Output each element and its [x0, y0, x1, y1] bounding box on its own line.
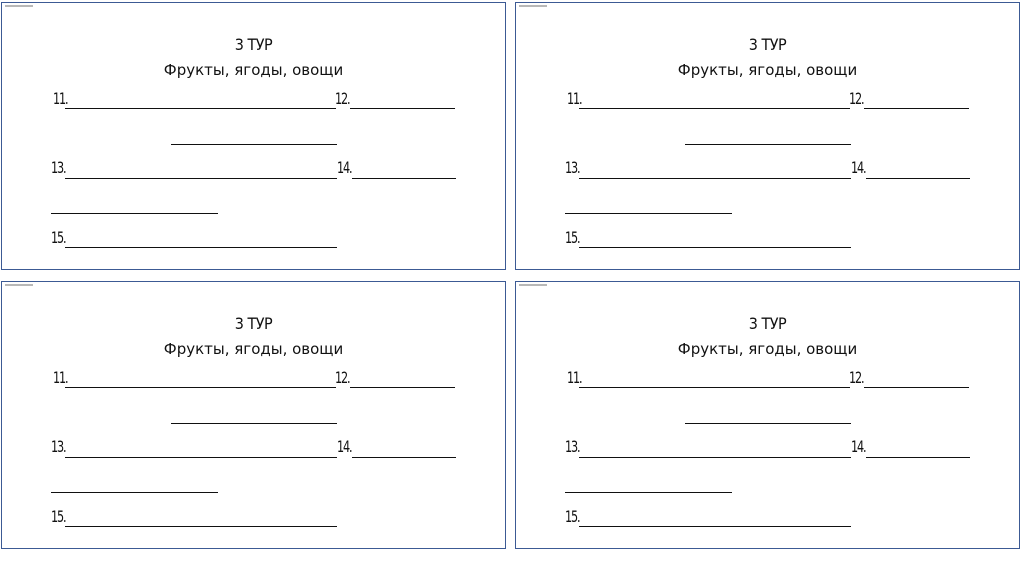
answer-card: [1, 281, 506, 549]
answer-line-12-continuation[interactable]: [171, 423, 337, 424]
item-number-15: 15.: [51, 507, 66, 526]
answer-line-11[interactable]: [579, 108, 850, 109]
answer-line-14[interactable]: [352, 178, 456, 179]
item-number-13: 13.: [51, 437, 66, 456]
answer-card: [515, 2, 1020, 270]
item-number-14: 14.: [851, 437, 866, 456]
answer-line-14[interactable]: [866, 457, 970, 458]
answer-line-14[interactable]: [866, 178, 970, 179]
item-number-14: 14.: [337, 437, 352, 456]
item-number-13: 13.: [565, 437, 580, 456]
item-number-13: 13.: [51, 158, 66, 177]
answer-line-13[interactable]: [65, 178, 337, 179]
item-number-13: 13.: [565, 158, 580, 177]
item-number-12: 12.: [335, 368, 350, 387]
answer-line-11[interactable]: [65, 108, 336, 109]
round-title: 3 ТУР: [234, 35, 273, 54]
round-title: 3 ТУР: [748, 314, 787, 333]
round-subtitle: Фрукты, ягоды, овощи: [677, 61, 858, 79]
answer-line-12[interactable]: [864, 387, 969, 388]
answer-line-14-continuation[interactable]: [51, 492, 218, 493]
answer-card: [515, 281, 1020, 549]
answer-line-12-continuation[interactable]: [685, 423, 851, 424]
item-number-11: 11.: [53, 89, 68, 108]
item-number-14: 14.: [851, 158, 866, 177]
answer-card: [1, 2, 506, 270]
answer-line-11[interactable]: [65, 387, 336, 388]
tiny-header-mark: [5, 5, 33, 7]
item-number-15: 15.: [51, 228, 66, 247]
tiny-header-mark: [519, 5, 547, 7]
answer-line-14-continuation[interactable]: [51, 213, 218, 214]
item-number-12: 12.: [849, 368, 864, 387]
round-title: 3 ТУР: [234, 314, 273, 333]
item-number-15: 15.: [565, 228, 580, 247]
round-title: 3 ТУР: [748, 35, 787, 54]
answer-line-14[interactable]: [352, 457, 456, 458]
answer-line-15[interactable]: [579, 526, 851, 527]
item-number-14: 14.: [337, 158, 352, 177]
item-number-11: 11.: [567, 368, 582, 387]
answer-line-15[interactable]: [65, 247, 337, 248]
tiny-header-mark: [5, 284, 33, 286]
item-number-11: 11.: [53, 368, 68, 387]
answer-line-13[interactable]: [579, 178, 851, 179]
answer-line-12[interactable]: [350, 387, 455, 388]
answer-line-12[interactable]: [864, 108, 969, 109]
item-number-11: 11.: [567, 89, 582, 108]
round-subtitle: Фрукты, ягоды, овощи: [163, 61, 344, 79]
round-subtitle: Фрукты, ягоды, овощи: [677, 340, 858, 358]
answer-line-13[interactable]: [65, 457, 337, 458]
answer-line-15[interactable]: [579, 247, 851, 248]
answer-line-13[interactable]: [579, 457, 851, 458]
answer-line-12-continuation[interactable]: [171, 144, 337, 145]
answer-line-14-continuation[interactable]: [565, 492, 732, 493]
item-number-12: 12.: [849, 89, 864, 108]
tiny-header-mark: [519, 284, 547, 286]
answer-line-15[interactable]: [65, 526, 337, 527]
answer-line-12[interactable]: [350, 108, 455, 109]
answer-line-11[interactable]: [579, 387, 850, 388]
answer-line-12-continuation[interactable]: [685, 144, 851, 145]
round-subtitle: Фрукты, ягоды, овощи: [163, 340, 344, 358]
answer-line-14-continuation[interactable]: [565, 213, 732, 214]
item-number-12: 12.: [335, 89, 350, 108]
item-number-15: 15.: [565, 507, 580, 526]
